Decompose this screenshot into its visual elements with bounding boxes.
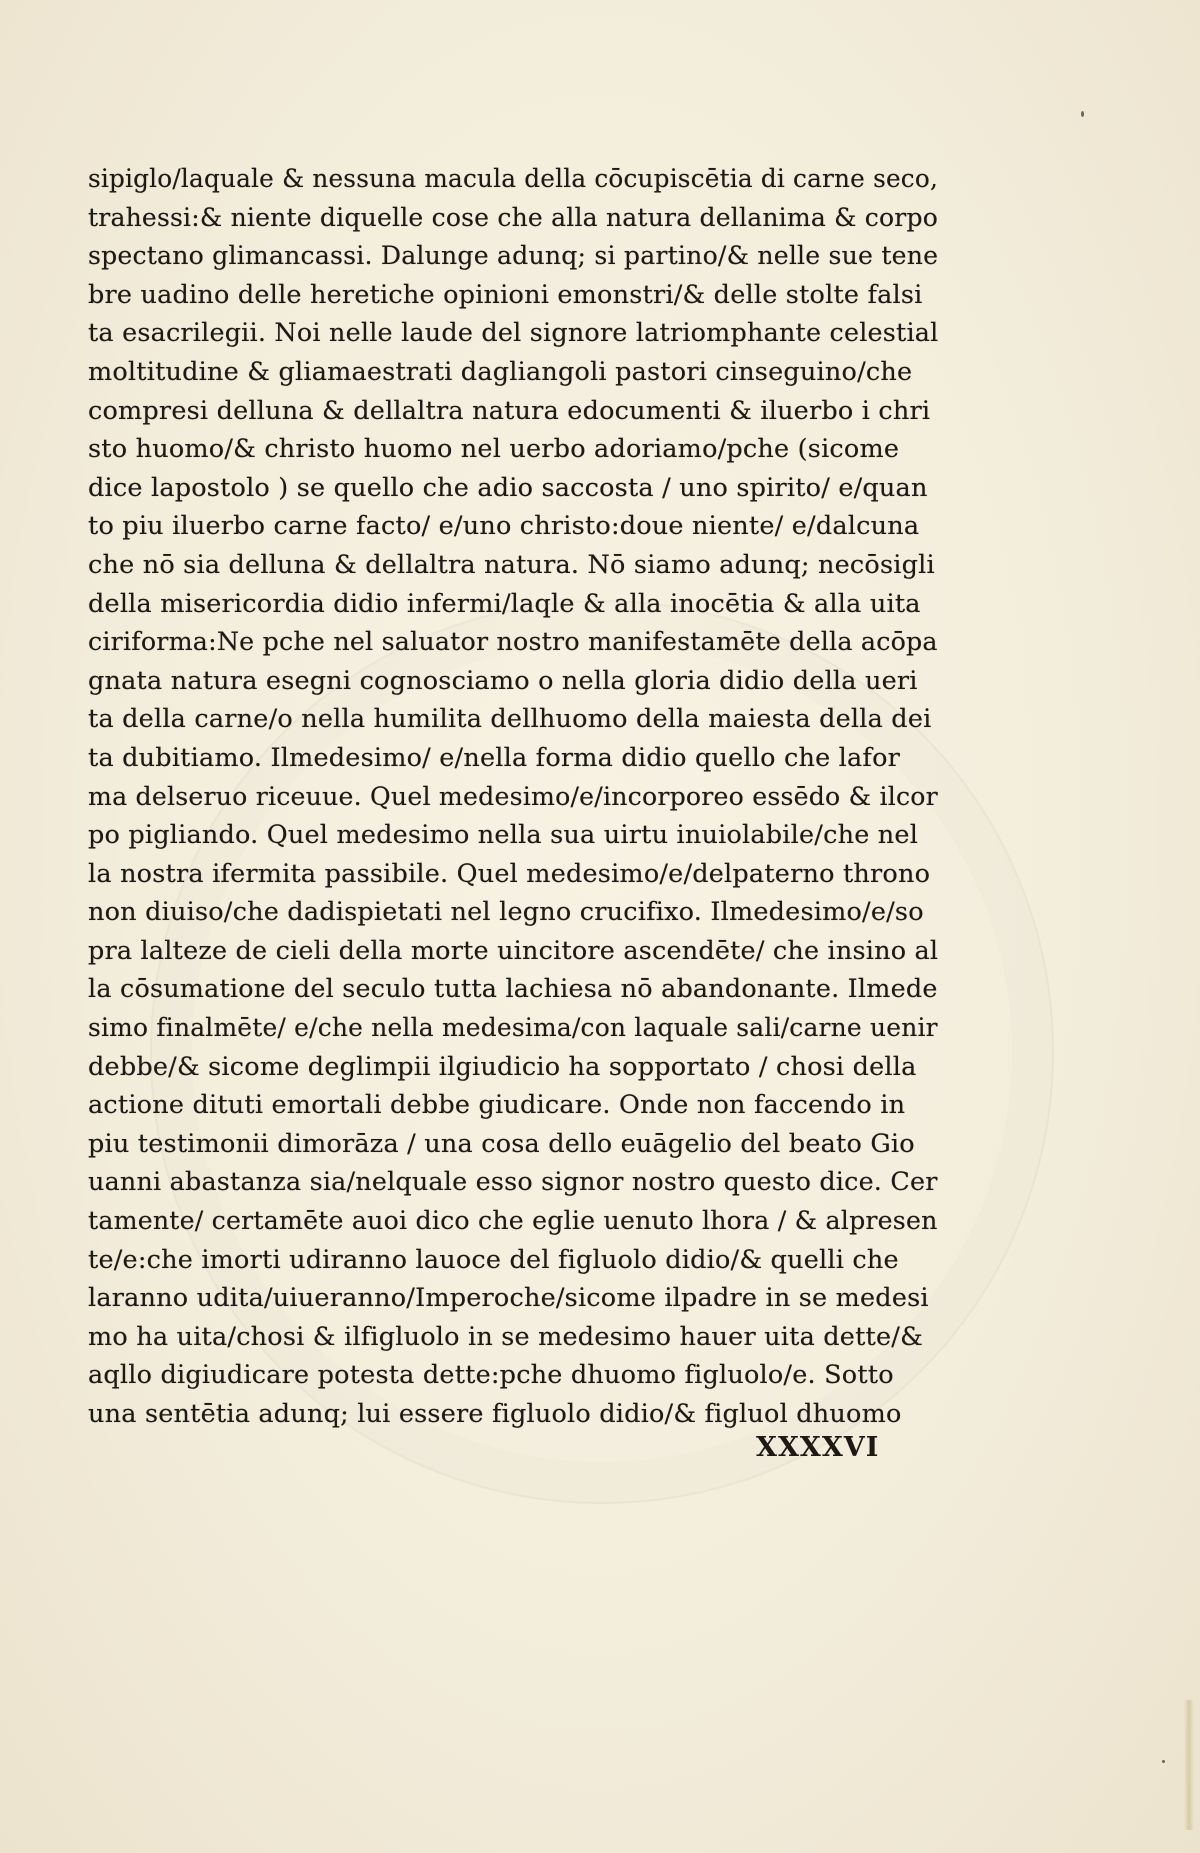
text-line: la nostra ifermita passibile. Quel medesimo/e/delpaterno throno — [88, 858, 931, 889]
text-line: uanni abastanza sia/nelquale esso signor nostro questo dice. Cer — [88, 1167, 938, 1198]
text-line: una sentētia adunq; lui essere figluolo didio/& figluol dhuomo — [88, 1399, 902, 1429]
text-line: moltitudine & gliamaestrati dagliangoli pastori cinseguino/che — [88, 356, 913, 387]
text-line: che nō sia delluna & dellaltra natura. Nō siamo adunq; necōsigli — [88, 549, 935, 580]
text-line: sipiglo/laquale & nessuna macula della cōcupiscētia di carne seco, — [88, 164, 939, 194]
text-line: ta della carne/o nella humilita dellhuomo della maiesta della dei — [88, 704, 932, 735]
text-line: trahessi:& niente diquelle cose che alla natura dellanima & corpo — [88, 202, 939, 233]
text-line: non diuiso/che dadispietati nel legno crucifixo. Ilmedesimo/e/so — [88, 897, 924, 928]
text-line: aqllo digiudicare potesta dette:pche dhuomo figluolo/e. Sotto — [88, 1360, 894, 1391]
text-line: po pigliando. Quel medesimo nella sua uirtu inuiolabile/che nel — [88, 820, 919, 851]
text-line: ciriforma:Ne pche nel saluator nostro manifestamēte della acōpa — [88, 627, 938, 658]
ink-speck — [1162, 1760, 1165, 1763]
text-line: la cōsumatione del seculo tutta lachiesa nō abandonante. Ilmede — [88, 974, 938, 1005]
text-line: ta dubitiamo. Ilmedesimo/ e/nella forma didio quello che lafor — [88, 742, 901, 773]
text-line: compresi delluna & dellaltra natura edocumenti & iluerbo i chri — [88, 395, 931, 426]
text-line: tamente/ certamēte auoi dico che eglie uenuto lhora / & alpresen — [88, 1206, 938, 1237]
text-line: to piu iluerbo carne facto/ e/uno christo:doue niente/ e/dalcuna — [88, 511, 920, 542]
text-line: debbe/& sicome deglimpii ilgiudicio ha sopportato / chosi della — [88, 1051, 917, 1082]
text-line: te/e:che imorti udiranno lauoce del figluolo didio/& quelli che — [88, 1244, 899, 1275]
text-line: spectano glimancassi. Dalunge adunq; si partino/& nelle sue tene — [88, 241, 939, 272]
ink-speck — [1081, 111, 1084, 117]
text-line: sto huomo/& christo huomo nel uerbo adoriamo/pche (sicome — [88, 434, 900, 465]
text-line: ma delseruo riceuue. Quel medesimo/e/incorporeo essēdo & ilcor — [88, 781, 938, 812]
folio-number: XXXXVI — [756, 1432, 880, 1463]
text-line: piu testimonii dimorāza / una cosa dello euāgelio del beato Gio — [88, 1128, 915, 1159]
text-line: pra lalteze de cieli della morte uincitore ascendēte/ che insino al — [88, 935, 939, 966]
text-line: mo ha uita/chosi & ilfigluolo in se medesimo hauer uita dette/& — [88, 1321, 923, 1352]
text-line: laranno udita/uiueranno/Imperoche/sicome ilpadre in se medesi — [88, 1283, 929, 1314]
text-line: bre uadino delle heretiche opinioni emonstri/& delle stolte falsi — [88, 279, 923, 310]
text-line: gnata natura esegni cognosciamo o nella gloria didio della ueri — [88, 665, 918, 696]
page-edge-stain — [1184, 1700, 1194, 1830]
text-line: dice lapostolo ) se quello che adio saccosta / uno spirito/ e/quan — [88, 472, 928, 503]
text-line: simo finalmēte/ e/che nella medesima/con laquale sali/carne uenir — [88, 1013, 938, 1044]
text-line: della misericordia didio infermi/laqle & alla inocētia & alla uita — [88, 588, 921, 619]
body-text — [88, 160, 938, 1434]
text-line: actione dituti emortali debbe giudicare. Onde non faccendo in — [88, 1090, 906, 1121]
text-line: ta esacrilegii. Noi nelle laude del signore latriomphante celestial — [88, 318, 939, 349]
